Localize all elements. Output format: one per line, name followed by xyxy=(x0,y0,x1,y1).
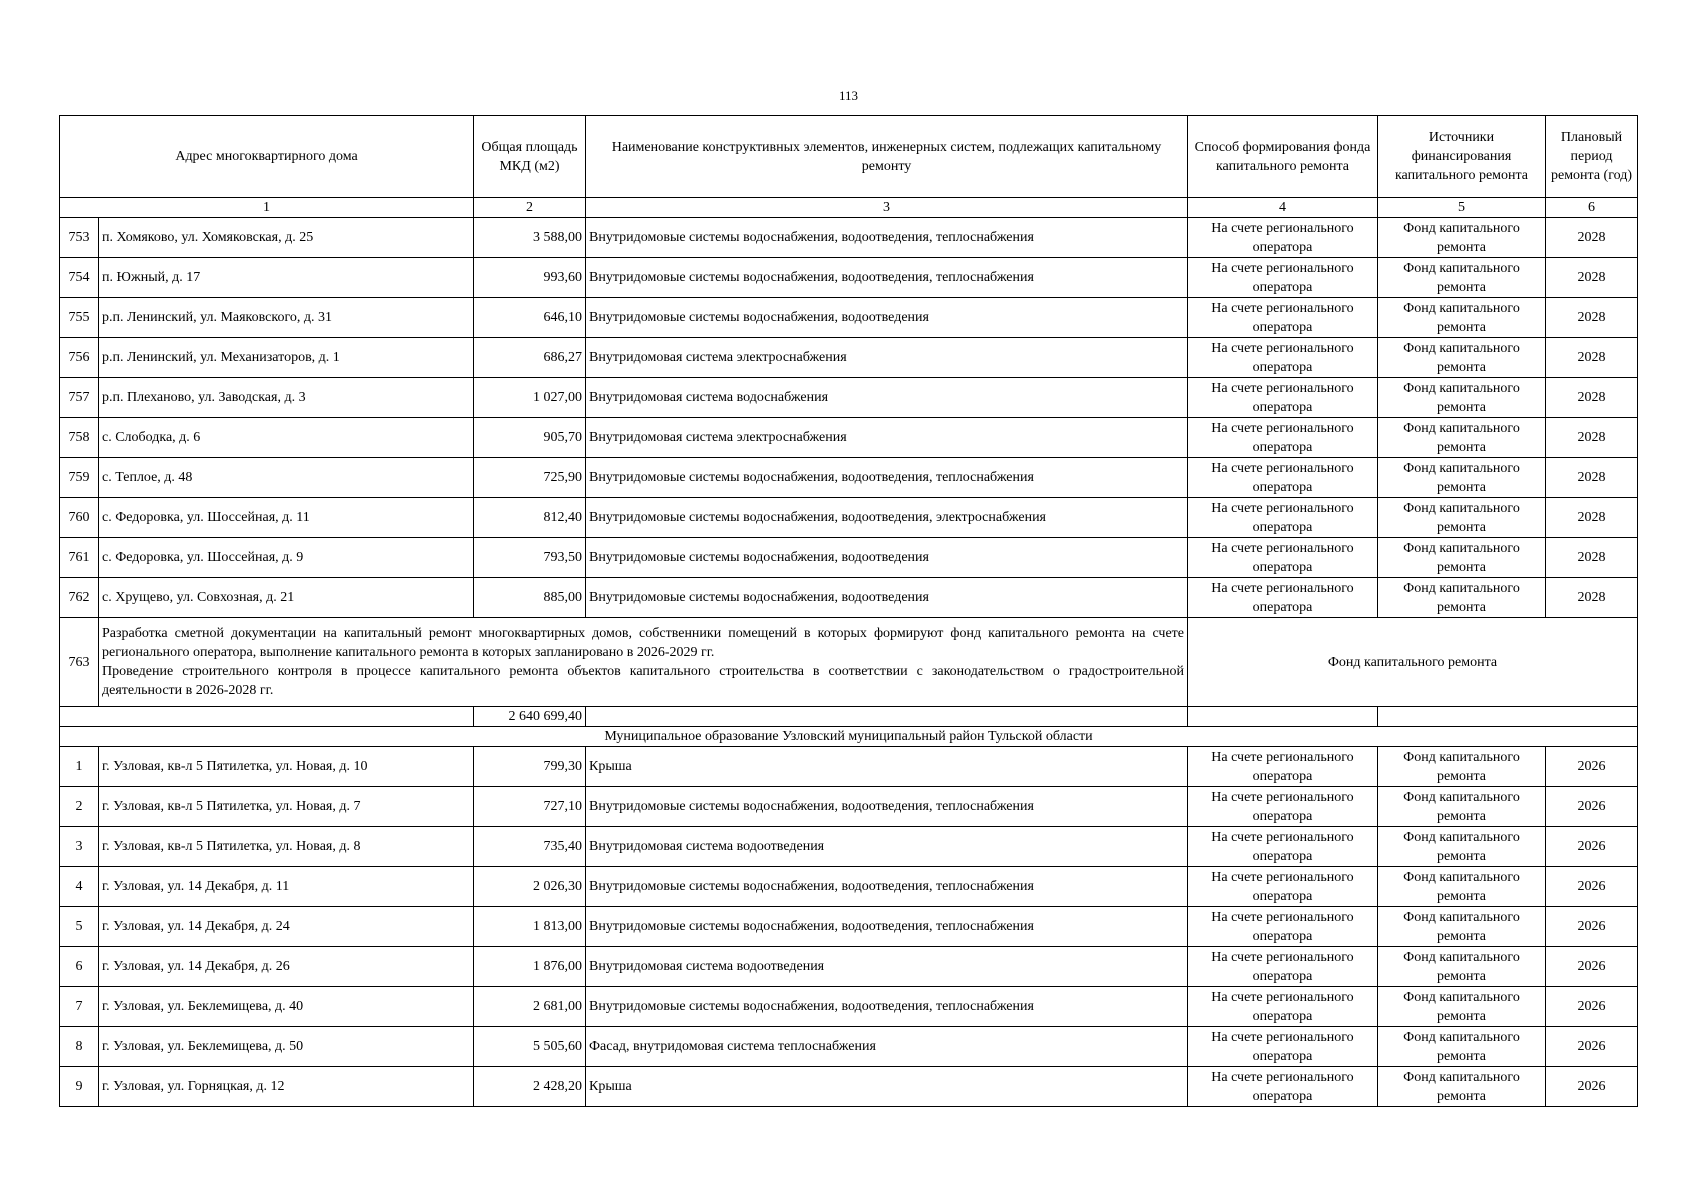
elements-cell: Внутридомовая система водоотведения xyxy=(586,827,1188,867)
area-cell: 993,60 xyxy=(474,258,586,298)
column-index: 3 xyxy=(586,198,1188,218)
description-paragraph: Разработка сметной документации на капитальный ремонт многоквартирных домов, собственники помещений в которых формируют фонд капитального ремонта на счете регионального оператора, выполнение капитального ремонта в которых запланировано в 2026-2029 гг. xyxy=(102,626,1184,660)
address-cell: п. Южный, д. 17 xyxy=(99,258,474,298)
elements-cell: Внутридомовые системы водоснабжения, водоотведения xyxy=(586,578,1188,618)
table-row xyxy=(60,298,1638,338)
header-address: Адрес многоквартирного дома xyxy=(60,116,474,198)
area-cell: 2 681,00 xyxy=(474,987,586,1027)
address-cell: г. Узловая, ул. Беклемищева, д. 50 xyxy=(99,1027,474,1067)
table-row xyxy=(60,1067,1638,1107)
total-row xyxy=(60,707,1638,727)
year-cell: 2026 xyxy=(1546,1067,1638,1107)
year-cell: 2028 xyxy=(1546,258,1638,298)
source-cell: Фонд капитального ремонта xyxy=(1188,618,1638,707)
source-cell: Фонд капитального ремонта xyxy=(1378,418,1546,458)
method-cell: На счете регионального оператора xyxy=(1188,947,1378,987)
table-row xyxy=(60,987,1638,1027)
address-cell: п. Хомяково, ул. Хомяковская, д. 25 xyxy=(99,218,474,258)
elements-cell: Крыша xyxy=(586,1067,1188,1107)
table-row xyxy=(60,458,1638,498)
year-cell: 2028 xyxy=(1546,418,1638,458)
row-number: 8 xyxy=(60,1027,99,1067)
source-cell: Фонд капитального ремонта xyxy=(1378,1067,1546,1107)
row-number: 1 xyxy=(60,747,99,787)
header-method: Способ формирования фонда капитального ремонта xyxy=(1188,116,1378,198)
area-cell: 5 505,60 xyxy=(474,1027,586,1067)
area-cell: 1 813,00 xyxy=(474,907,586,947)
address-cell: с. Хрущево, ул. Совхозная, д. 21 xyxy=(99,578,474,618)
year-cell: 2026 xyxy=(1546,947,1638,987)
area-cell: 725,90 xyxy=(474,458,586,498)
method-cell: На счете регионального оператора xyxy=(1188,747,1378,787)
address-cell: с. Федоровка, ул. Шоссейная, д. 11 xyxy=(99,498,474,538)
year-cell: 2028 xyxy=(1546,378,1638,418)
total-empty xyxy=(60,707,474,727)
method-cell: На счете регионального оператора xyxy=(1188,538,1378,578)
table-row xyxy=(60,747,1638,787)
column-index: 4 xyxy=(1188,198,1378,218)
elements-cell: Внутридомовая система водоотведения xyxy=(586,947,1188,987)
section-row xyxy=(60,727,1638,747)
elements-cell: Внутридомовая система электроснабжения xyxy=(586,338,1188,378)
year-cell: 2028 xyxy=(1546,218,1638,258)
column-index-row xyxy=(60,198,1638,218)
total-empty xyxy=(1188,707,1378,727)
table-row xyxy=(60,1027,1638,1067)
elements-cell: Внутридомовые системы водоснабжения, водоотведения, теплоснабжения xyxy=(586,787,1188,827)
address-cell: г. Узловая, ул. 14 Декабря, д. 11 xyxy=(99,867,474,907)
table-row xyxy=(60,338,1638,378)
year-cell: 2026 xyxy=(1546,867,1638,907)
source-cell: Фонд капитального ремонта xyxy=(1378,987,1546,1027)
source-cell: Фонд капитального ремонта xyxy=(1378,827,1546,867)
address-cell: г. Узловая, кв-л 5 Пятилетка, ул. Новая, д. 7 xyxy=(99,787,474,827)
section-title: Муниципальное образование Узловский муниципальный район Тульской области xyxy=(60,727,1638,747)
column-index: 6 xyxy=(1546,198,1638,218)
year-cell: 2028 xyxy=(1546,498,1638,538)
method-cell: На счете регионального оператора xyxy=(1188,338,1378,378)
area-cell: 735,40 xyxy=(474,827,586,867)
method-cell: На счете регионального оператора xyxy=(1188,298,1378,338)
header-period: Плановый период ремонта (год) xyxy=(1546,116,1638,198)
method-cell: На счете регионального оператора xyxy=(1188,907,1378,947)
elements-cell: Внутридомовые системы водоснабжения, водоотведения, теплоснабжения xyxy=(586,258,1188,298)
address-cell: г. Узловая, ул. Горняцкая, д. 12 xyxy=(99,1067,474,1107)
elements-cell: Фасад, внутридомовая система теплоснабжения xyxy=(586,1027,1188,1067)
address-cell: с. Теплое, д. 48 xyxy=(99,458,474,498)
method-cell: На счете регионального оператора xyxy=(1188,498,1378,538)
address-cell: г. Узловая, кв-л 5 Пятилетка, ул. Новая, д. 10 xyxy=(99,747,474,787)
area-cell: 905,70 xyxy=(474,418,586,458)
area-cell: 727,10 xyxy=(474,787,586,827)
page-number: 113 xyxy=(838,88,859,103)
row-number: 757 xyxy=(60,378,99,418)
source-cell: Фонд капитального ремонта xyxy=(1378,747,1546,787)
table-row xyxy=(60,418,1638,458)
source-cell: Фонд капитального ремонта xyxy=(1378,947,1546,987)
row-number: 756 xyxy=(60,338,99,378)
elements-cell: Внутридомовые системы водоснабжения, водоотведения xyxy=(586,538,1188,578)
table-row xyxy=(60,827,1638,867)
column-index: 1 xyxy=(60,198,474,218)
elements-cell: Внутридомовая система водоснабжения xyxy=(586,378,1188,418)
header-elements: Наименование конструктивных элементов, инженерных систем, подлежащих капитальному ремонту xyxy=(586,116,1188,198)
source-cell: Фонд капитального ремонта xyxy=(1378,378,1546,418)
source-cell: Фонд капитального ремонта xyxy=(1378,907,1546,947)
table-row xyxy=(60,907,1638,947)
elements-cell: Внутридомовые системы водоснабжения, водоотведения, теплоснабжения xyxy=(586,867,1188,907)
total-empty xyxy=(586,707,1188,727)
row-number: 4 xyxy=(60,867,99,907)
capital-repair-table xyxy=(59,115,1638,1107)
source-cell: Фонд капитального ремонта xyxy=(1378,338,1546,378)
method-cell: На счете регионального оператора xyxy=(1188,578,1378,618)
address-cell: р.п. Ленинский, ул. Маяковского, д. 31 xyxy=(99,298,474,338)
row-number: 760 xyxy=(60,498,99,538)
address-cell: г. Узловая, ул. 14 Декабря, д. 26 xyxy=(99,947,474,987)
elements-cell: Внутридомовые системы водоснабжения, водоотведения, теплоснабжения xyxy=(586,987,1188,1027)
area-cell: 1 027,00 xyxy=(474,378,586,418)
elements-cell: Внутридомовые системы водоснабжения, водоотведения, теплоснабжения xyxy=(586,218,1188,258)
method-cell: На счете регионального оператора xyxy=(1188,827,1378,867)
area-cell: 3 588,00 xyxy=(474,218,586,258)
total-area: 2 640 699,40 xyxy=(474,707,586,727)
source-cell: Фонд капитального ремонта xyxy=(1378,258,1546,298)
method-cell: На счете регионального оператора xyxy=(1188,418,1378,458)
area-cell: 1 876,00 xyxy=(474,947,586,987)
row-number: 758 xyxy=(60,418,99,458)
area-cell: 799,30 xyxy=(474,747,586,787)
year-cell: 2026 xyxy=(1546,787,1638,827)
row-number: 761 xyxy=(60,538,99,578)
year-cell: 2026 xyxy=(1546,907,1638,947)
address-cell: г. Узловая, кв-л 5 Пятилетка, ул. Новая, д. 8 xyxy=(99,827,474,867)
area-cell: 793,50 xyxy=(474,538,586,578)
column-index: 2 xyxy=(474,198,586,218)
source-cell: Фонд капитального ремонта xyxy=(1378,787,1546,827)
table-row-763 xyxy=(60,618,1638,707)
row-number: 3 xyxy=(60,827,99,867)
table-row xyxy=(60,578,1638,618)
row-number: 753 xyxy=(60,218,99,258)
total-empty xyxy=(1378,707,1638,727)
table-row xyxy=(60,538,1638,578)
table-row xyxy=(60,498,1638,538)
header-area: Общая площадь МКД (м2) xyxy=(474,116,586,198)
elements-cell: Крыша xyxy=(586,747,1188,787)
method-cell: На счете регионального оператора xyxy=(1188,258,1378,298)
method-cell: На счете регионального оператора xyxy=(1188,458,1378,498)
source-cell: Фонд капитального ремонта xyxy=(1378,458,1546,498)
table-row xyxy=(60,378,1638,418)
description-paragraph: Проведение строительного контроля в процессе капитального ремонта объектов капитального строительства в соответствии с законодательством о градостроительной деятельности в 2026-2028 гг. xyxy=(102,664,1184,698)
area-cell: 686,27 xyxy=(474,338,586,378)
year-cell: 2028 xyxy=(1546,338,1638,378)
address-cell: р.п. Плеханово, ул. Заводская, д. 3 xyxy=(99,378,474,418)
year-cell: 2028 xyxy=(1546,458,1638,498)
elements-cell: Внутридомовые системы водоснабжения, водоотведения, теплоснабжения xyxy=(586,907,1188,947)
row-number: 762 xyxy=(60,578,99,618)
source-cell: Фонд капитального ремонта xyxy=(1378,218,1546,258)
address-cell: г. Узловая, ул. 14 Декабря, д. 24 xyxy=(99,907,474,947)
year-cell: 2028 xyxy=(1546,578,1638,618)
row-number: 755 xyxy=(60,298,99,338)
method-cell: На счете регионального оператора xyxy=(1188,378,1378,418)
row-number: 2 xyxy=(60,787,99,827)
method-cell: На счете регионального оператора xyxy=(1188,1027,1378,1067)
source-cell: Фонд капитального ремонта xyxy=(1378,538,1546,578)
source-cell: Фонд капитального ремонта xyxy=(1378,867,1546,907)
source-cell: Фонд капитального ремонта xyxy=(1378,498,1546,538)
year-cell: 2028 xyxy=(1546,298,1638,338)
year-cell: 2026 xyxy=(1546,747,1638,787)
address-cell: с. Федоровка, ул. Шоссейная, д. 9 xyxy=(99,538,474,578)
table-row xyxy=(60,218,1638,258)
address-cell: р.п. Ленинский, ул. Механизаторов, д. 1 xyxy=(99,338,474,378)
source-cell: Фонд капитального ремонта xyxy=(1378,298,1546,338)
method-cell: На счете регионального оператора xyxy=(1188,218,1378,258)
row-number: 763 xyxy=(60,618,99,707)
header-source: Источники финансирования капитального ремонта xyxy=(1378,116,1546,198)
method-cell: На счете регионального оператора xyxy=(1188,867,1378,907)
area-cell: 812,40 xyxy=(474,498,586,538)
row-number: 7 xyxy=(60,987,99,1027)
area-cell: 2 428,20 xyxy=(474,1067,586,1107)
row-number: 6 xyxy=(60,947,99,987)
area-cell: 646,10 xyxy=(474,298,586,338)
method-cell: На счете регионального оператора xyxy=(1188,987,1378,1027)
method-cell: На счете регионального оператора xyxy=(1188,787,1378,827)
area-cell: 885,00 xyxy=(474,578,586,618)
elements-cell: Внутридомовая система электроснабжения xyxy=(586,418,1188,458)
row-number: 759 xyxy=(60,458,99,498)
row-number: 9 xyxy=(60,1067,99,1107)
elements-cell: Внутридомовые системы водоснабжения, водоотведения, теплоснабжения xyxy=(586,458,1188,498)
method-cell: На счете регионального оператора xyxy=(1188,1067,1378,1107)
row-number: 754 xyxy=(60,258,99,298)
address-cell: с. Слободка, д. 6 xyxy=(99,418,474,458)
year-cell: 2028 xyxy=(1546,538,1638,578)
header-row xyxy=(60,116,1638,198)
source-cell: Фонд капитального ремонта xyxy=(1378,578,1546,618)
elements-cell: Внутридомовые системы водоснабжения, водоотведения, электроснабжения xyxy=(586,498,1188,538)
area-cell: 2 026,30 xyxy=(474,867,586,907)
year-cell: 2026 xyxy=(1546,987,1638,1027)
table-row xyxy=(60,787,1638,827)
row-number: 5 xyxy=(60,907,99,947)
year-cell: 2026 xyxy=(1546,1027,1638,1067)
column-index: 5 xyxy=(1378,198,1546,218)
description-cell xyxy=(99,618,1188,707)
elements-cell: Внутридомовые системы водоснабжения, водоотведения xyxy=(586,298,1188,338)
table-row xyxy=(60,867,1638,907)
table-row xyxy=(60,258,1638,298)
source-cell: Фонд капитального ремонта xyxy=(1378,1027,1546,1067)
year-cell: 2026 xyxy=(1546,827,1638,867)
address-cell: г. Узловая, ул. Беклемищева, д. 40 xyxy=(99,987,474,1027)
table-row xyxy=(60,947,1638,987)
